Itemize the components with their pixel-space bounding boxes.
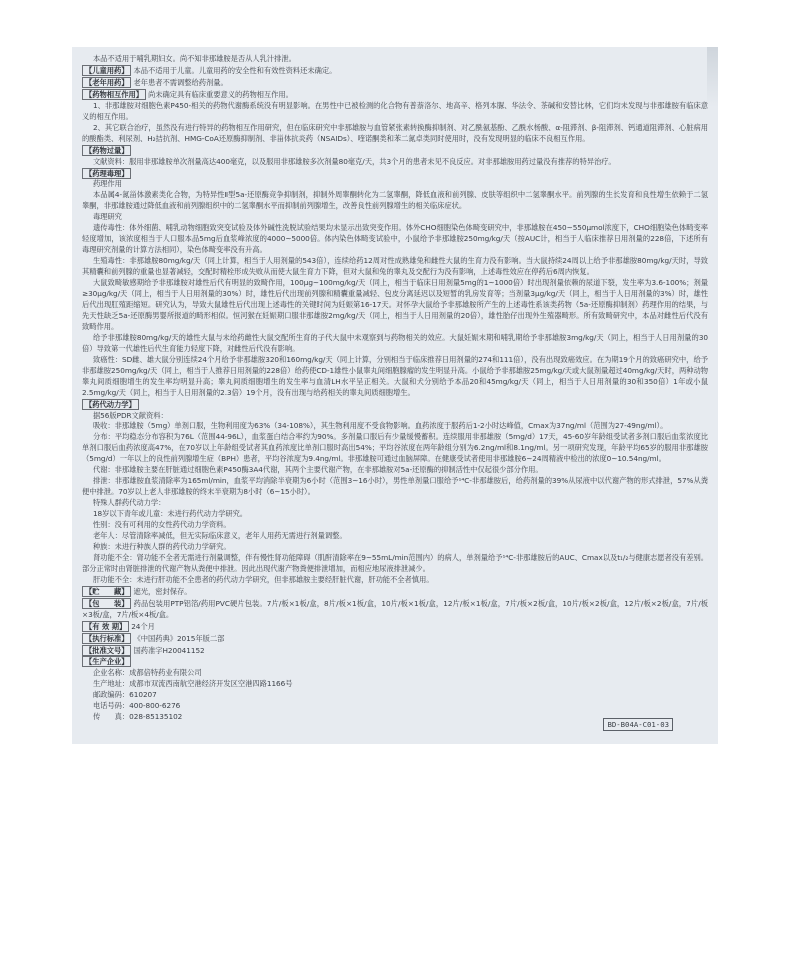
section-shelf-life: 【有 效 期】 24个月 <box>82 621 708 633</box>
paragraph: 性别：没有可利用的女性药代动力学资料。 <box>92 520 231 530</box>
section-storage: 【贮 藏】 遮光，密封保存。 <box>82 586 708 598</box>
paragraph: 生殖毒性：非那雄胺80mg/kg/天（同上计算，相当于人用剂量的543倍），连续给药12周对性成熟雄兔和雌性大鼠的生育力没有影响。当大鼠持续24周以上给予非那雄胺80mg/kg/天时，导致其精囊和前列腺的重量也显著减轻，交配时精栓形成失败从而使大鼠生育力下降，但对大鼠和兔的睾丸及交配行为没有影响，上述毒性效应在停药后6周内恢复。 <box>82 256 708 277</box>
postal-code: 邮政编码：610207 <box>92 690 157 700</box>
paragraph: 2、其它联合治疗，虽然没有进行特异的药物相互作用研究，但在临床研究中非那雄胺与血管紧张素转换酶抑制剂、对乙酰氨基酚、乙酰水杨酸、α-阻滞剂、β-阻滞剂、钙通道阻滞剂、心脏病用的酸酯类、利尿剂、H₂拮抗剂、HMG-CoA还原酶抑制剂、非甾体抗炎药（NSAIDs）、喹诺酮类和苯二氮卓类同时使用时，没有发现明显的临床不良相互作用。 <box>82 122 708 143</box>
paragraph: 代谢：非那雄胺主要在肝脏通过细胞色素P450酶3A4代谢，其两个主要代谢产物，在非那雄胺对5a-还原酶的抑制活性中仅起很少部分作用。 <box>92 465 543 475</box>
paragraph: 肾功能不全：肾功能不全者无需进行剂量调整，伴有慢性肾功能障碍（肌酐清除率在9~55mL/min范围内）的病人，单剂量给予¹⁴C-非那雄胺后的AUC、Cmax以及t₁/₂与健康志愿者没有差别。部分正常时由肾脏排泄的代谢产物从粪便中排泄。因此出现代谢产物粪便排泄增加，而相应地尿液排泄减少。 <box>82 552 708 573</box>
phone-number: 电话号码：400-800-6276 <box>92 701 181 711</box>
paragraph: 致癌性：SD雌、雄大鼠分别连续24个月给予非那雄胺320和160mg/kg/天（同上计算，分别相当于临床推荐日用剂量的274和111倍），没有出现致癌效应。在为期19个月的致癌研究中，给予非那雄胺250mg/kg/天（同上，相当于人推荐日用剂量的228倍）给药使CD-1雄性小鼠睾丸间细胞腺瘤的发生明显升高。小鼠给予非那雄胺25mg/kg/天或大鼠剂量超过40mg/kg/天时，两种动物睾丸间质细胞增生的发生率均明显升高；睾丸间质细胞增生的发生率与血清LH水平呈正相关。大鼠和犬分别给予本品20和45mg/kg/天（同上，相当于人日用剂量的30和350倍）1年或小鼠2.5mg/kg/天（同上，相当于人日用剂量的2.3倍）19个月，没有出现与给药相关的睾丸间质细胞增生。 <box>82 354 708 397</box>
section-label: 【儿童用药】 <box>82 65 131 76</box>
section-geriatric: 【老年用药】 老年患者不需调整给药剂量。 <box>82 77 708 89</box>
insert-text <box>82 54 708 723</box>
paragraph: 肝功能不全：未进行肝功能不全患者的药代动力学研究，但非那雄胺主要经肝脏代谢，肝功能不全者慎用。 <box>92 574 434 584</box>
manufacturer-address: 生产地址：成都市双流西南航空港经济开发区空港四路1166号 <box>92 679 293 689</box>
section-packaging: 【包 装】 药品包装用PTP铝箔/药用PVC硬片包装。7片/板×1板/盒，8片/板×1板/盒，10片/板×1板/盒，12片/板×1板/盒，7片/板×2板/盒，10片/板×2板/盒，12片/板×2板/盒，7片/板×3板/盒，7片/板×4板/盒。 <box>82 598 708 619</box>
manufacturer-name: 企业名称：成都倍特药业有限公司 <box>92 668 202 678</box>
section-pediatric: 【儿童用药】 本品不适用于儿童。儿童用药的安全性和有效性资料还未确定。 <box>82 65 708 77</box>
subheading: 药理作用 <box>92 179 122 189</box>
paragraph: 本品不适用于哺乳期妇女。尚不知非那雄胺是否从人乳汁排泄。 <box>92 54 296 63</box>
section-pharmacokinetics <box>82 399 708 411</box>
paragraph: 分布：平均稳态分布容积为76L（范围44-96L），血浆蛋白结合率约为90%。多剂量口服后有少量缓慢蓄积。连续服用非那雄胺（5mg/d）17天，45-60岁年龄组受试者多剂口服后血浆浓度比单剂口服后血药浓度高47%，在70岁以上年龄组受试者其血药浓度比单剂口服时高出54%；平均谷浓度在两年龄组分别为6.2ng/ml和8.1ng/ml。另一项研究发现，年龄平均65岁的服用非那雄胺（5mg/d）一年以上的良性前列腺增生症（BPH）患者，平均谷浓度为9.4ng/ml。非那雄胺可通过血脑屏障。在健康受试者使用非那雄胺6~24周精液中检出的浓度0~10.54ng/ml。 <box>82 432 708 464</box>
section-manufacturer <box>82 656 708 668</box>
paragraph: 给予非那雄胺80mg/kg/天的雄性大鼠与未给药雌性大鼠交配所生育的子代大鼠中未观察到与药物相关的效应。大鼠妊娠末期和哺乳期给予非那雄胺3mg/kg/天（同上，相当于人日用剂量的30倍）导致第一代雄性后代生育能力轻度下降，对雌性后代没有影响。 <box>82 332 708 353</box>
section-label: 【包 装】 <box>82 598 131 609</box>
section-interactions: 【药物相互作用】 尚未确定具有临床重要意义的药物相互作用。 <box>82 89 708 101</box>
section-label: 【生产企业】 <box>82 656 131 667</box>
section-label: 【执行标准】 <box>82 633 131 644</box>
paragraph: 特殊人群药代动力学： <box>92 498 166 508</box>
section-label: 【有 效 期】 <box>82 621 129 632</box>
paragraph: 文献资料：服用非那雄胺单次剂量高达400毫克，以及服用非那雄胺多次剂量80毫克/天，共3个月的患者未见不良反应。对非那雄胺用药过量没有推荐的特异治疗。 <box>92 156 616 166</box>
section-label: 【药代动力学】 <box>82 399 139 410</box>
subheading: 毒理研究 <box>92 212 122 222</box>
section-label: 【老年用药】 <box>82 77 131 88</box>
paragraph: 本品属4-氮甾体激素类化合物，为特异性Ⅱ型5a-还原酶竞争抑制剂，抑制外周睾酮转化为二氢睾酮，降低血液和前列腺、皮肤等组织中二氢睾酮水平。前列腺的生长发育和良性增生依赖于二氢睾酮，非那雄胺通过降低血液和前列腺组织中的二氢睾酮水平而抑制前列腺增生，改善良性前列腺增生的相关临床症状。 <box>82 190 708 211</box>
section-pharmacology <box>82 168 708 180</box>
section-approval-number: 【批准文号】 国药准字H20041152 <box>82 645 708 657</box>
paragraph: 18岁以下青年或儿童：未进行药代动力学研究。 <box>92 509 248 519</box>
section-overdose <box>82 145 708 157</box>
paragraph: 遗传毒性：体外细菌、哺乳动物细胞致突变试验及体外碱性洗脱试验结果均未显示出致突变作用。体外CHO细胞染色体畸变研究中，非那雄胺在450~550μmol浓度下，CHO细胞染色体畸变率轻度增加，该浓度相当于人口服本品5mg后血浆峰浓度的4000~5000倍。体内染色体畸变试验中，小鼠给予非那雄胺250mg/kg/天（按AUC计，相当于人临床推荐日用剂量的228倍，下述所有毒理研究剂量的计算方法相同），染色体畸变率没有升高。 <box>82 223 708 255</box>
paragraph: 1、非那雄胺对细胞色素P450-相关的药物代谢酶系统没有明显影响。在男性中已被检测的化合物有普萘洛尔、地高辛、格列本脲、华法令、茶碱和安替比林，它们均未发现与非那雄胺有临床意义的相互作用。 <box>82 100 708 121</box>
section-label: 【药物相互作用】 <box>82 89 146 100</box>
section-label: 【药物过量】 <box>82 145 131 156</box>
paragraph: 吸收：非那雄胺（5mg）单剂口服，生物利用度为63%（34-108%），其生物利用度不受食物影响。血药浓度于服药后1-2小时达峰值，Cmax为37ng/ml（范围为27-49ng/ml）。 <box>92 421 668 431</box>
section-standard: 【执行标准】 《中国药典》2015年版二部 <box>82 633 708 645</box>
sheet-edge-shadow <box>707 47 718 107</box>
paragraph: 老年人：尽管清除率减低，但无实际临床意义，老年人用药无需进行剂量调整。 <box>92 530 347 540</box>
paragraph: 据56版PDR文献资料： <box>92 410 168 420</box>
document-code-box: BD-B04A-C01-03 <box>603 718 673 731</box>
paragraph: 种族：未进行种族人群的药代动力学研究。 <box>92 541 231 551</box>
section-label: 【批准文号】 <box>82 645 131 656</box>
package-insert-sheet <box>72 47 718 744</box>
fax-number: 传 真：028-85135102 <box>92 712 183 722</box>
paragraph: 大鼠致畸敏感期给予非那雄胺对雄性后代有明显的致畸作用，100μg~100mg/kg/天（同上，相当于临床日用剂量5mg的1~1000倍）时出现剂量依赖的尿道下裂，发生率为3.6-100%；剂量≥30μg/kg/天（同上，相当于人日用剂量的30%）时，雄性后代出现前列腺和精囊重量减轻、包皮分离延迟以及短暂的乳房发育等；当剂量3μg/kg/天（同上，相当于人日用剂量的3%）时，雄性后代出现肛殖距缩短。研究认为，导致大鼠雄性后代出现上述毒性的关键时间为妊娠第16-17天。对怀孕大鼠给予非那雄胺所产生的上述毒性系该类药物（5a-还原酶抑制剂）药理作用的结果，与先天性缺乏5a-还原酶男婴所报道的畸形相似。恒河猴在妊娠期口服非那雄胺2mg/kg/天（同上，相当于人日用剂量的20倍），雄性胎仔出现外生殖器畸形。所有致畸研究中，本品对雌性后代没有致畸作用。 <box>82 278 708 331</box>
paragraph: 排泄：非那雄胺血浆清除率为165ml/min，血浆平均消除半衰期为6小时（范围3~16小时），男性单剂量口服给予¹⁴C-非那雄胺后，给药剂量的39%从尿液中以代谢产物的形式排泄，57%从粪便中排泄。70岁以上老人非那雄胺的终末半衰期为8小时（6~15小时）。 <box>82 476 708 497</box>
section-label: 【贮 藏】 <box>82 586 131 597</box>
section-label: 【药理毒理】 <box>82 168 131 179</box>
